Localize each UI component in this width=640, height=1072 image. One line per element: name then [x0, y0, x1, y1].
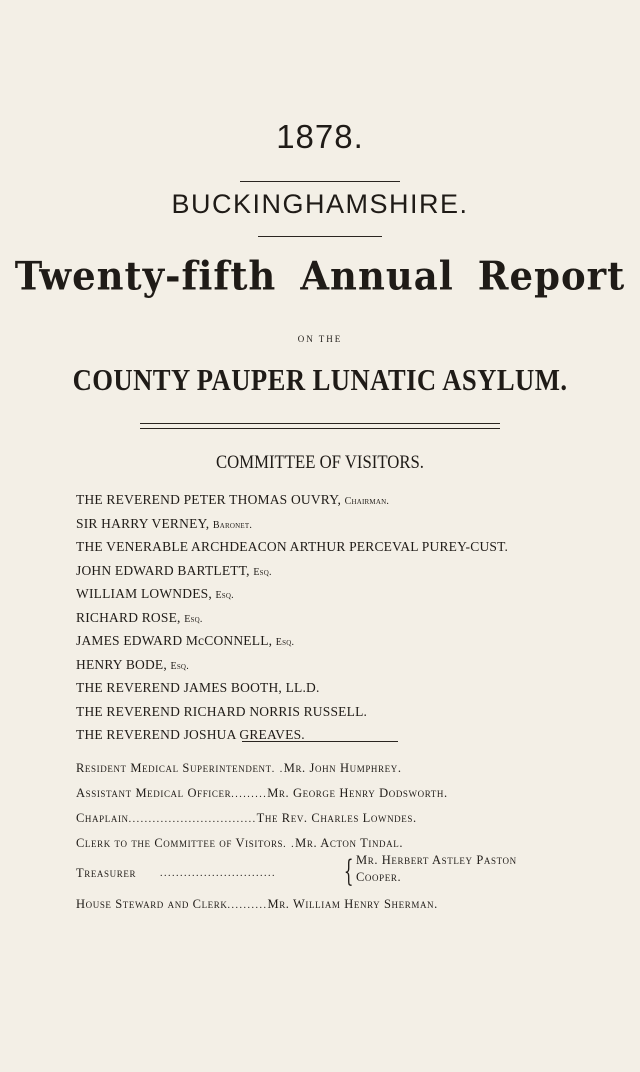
report-title-word: Twenty-fifth [14, 252, 277, 300]
divider-rule [242, 741, 398, 742]
report-title-word: Report [477, 252, 626, 300]
officers-list [76, 756, 576, 917]
report-year: 1878. [276, 118, 364, 155]
committee-member: SIR HARRY VERNEY, Baronet. [76, 515, 253, 531]
committee-member: THE REVEREND JOSHUA GREAVES. [76, 727, 305, 742]
committee-member: JOHN EDWARD BARTLETT, Esq. [76, 562, 272, 578]
divider-rule [258, 236, 382, 237]
on-the-caption: ON THE [297, 334, 343, 344]
committee-list [76, 488, 508, 747]
committee-member: JAMES EDWARD McCONNELL, Esq. [76, 633, 295, 648]
report-title [0, 253, 640, 299]
officer-row: Resident Medical Superintendent. .Mr. John Humphrey. [76, 761, 402, 775]
divider-rule [240, 181, 400, 182]
committee-member: WILLIAM LOWNDES, Esq. [76, 586, 234, 601]
committee-member: HENRY BODE, Esq. [76, 656, 189, 672]
asylum-title: COUNTY PAUPER LUNATIC ASYLUM. [72, 362, 568, 397]
officer-row: House Steward and Clerk..........Mr. William Henry Sherman. [76, 897, 438, 911]
double-rule [140, 423, 500, 429]
county-heading: BUCKINGHAMSHIRE. [171, 189, 469, 219]
committee-member: THE VENERABLE ARCHDEACON ARTHUR PERCEVAL PUREY-CUST. [76, 539, 509, 554]
officer-row: Chaplain................................The Rev. Charles Lowndes. [76, 811, 417, 825]
committee-member: RICHARD ROSE, Esq. [76, 609, 203, 625]
report-title-word: Annual [300, 252, 454, 300]
brace-glyph: { [343, 854, 354, 889]
committee-member: THE REVEREND PETER THOMAS OUVRY, Chairman. [76, 492, 390, 507]
officer-row: Treasurer ............................. { Mr. Herbert Astley Paston Cooper. [76, 853, 517, 889]
committee-member: THE REVEREND RICHARD NORRIS RUSSELL. [76, 703, 368, 719]
committee-member: THE REVEREND JAMES BOOTH, LL.D. [76, 680, 320, 695]
committee-heading: COMMITTEE OF VISITORS. [216, 452, 424, 473]
officer-row: Assistant Medical Officer.........Mr. George Henry Dodsworth. [76, 786, 448, 800]
officer-row: Clerk to the Committee of Visitors. .Mr. Acton Tindal. [76, 836, 404, 850]
